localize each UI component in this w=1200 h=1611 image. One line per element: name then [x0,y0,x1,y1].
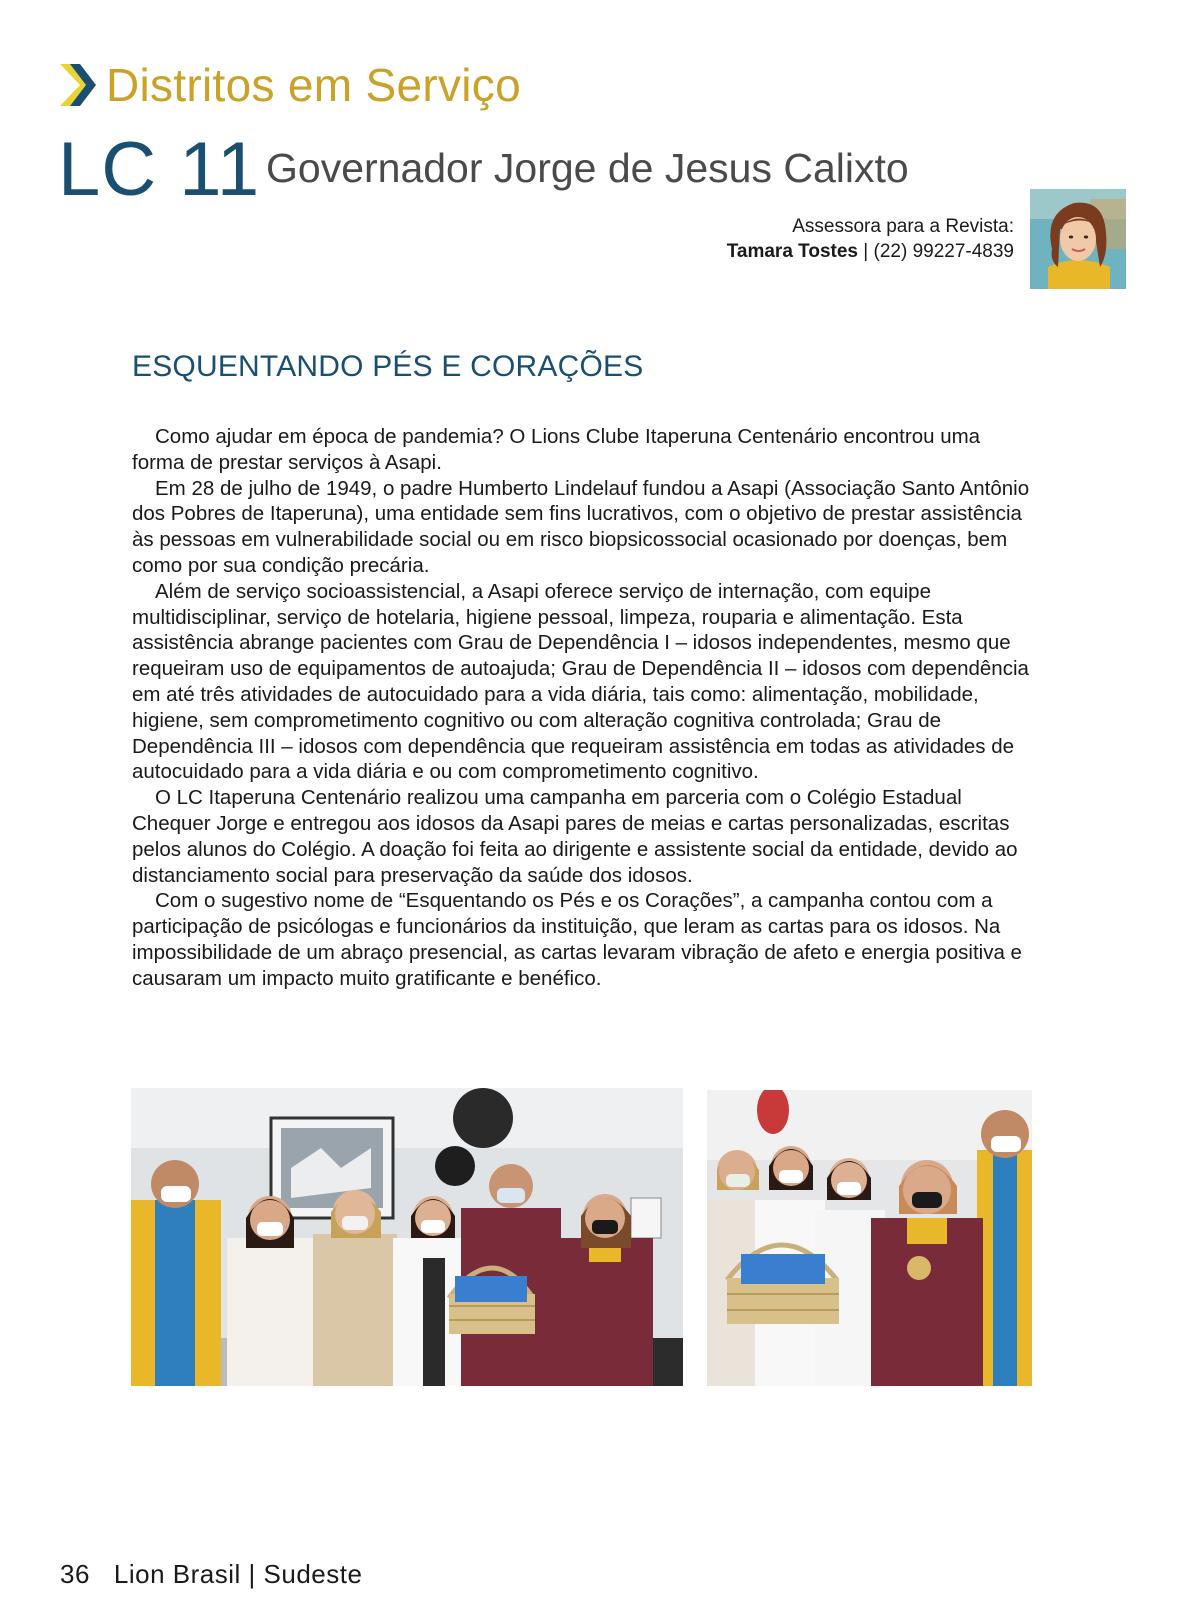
advisor-credit [727,214,1014,264]
section-title: Distritos em Serviço [106,59,521,111]
group-photo-clinic [131,1088,683,1386]
article-paragraph: Em 28 de julho de 1949, o padre Humberto Lindelauf fundou a Asapi (Associação Santo Antônio dos Pobres de Itaperuna), uma entidade sem fins lucrativos, com o objetivo de prestar assistência às pessoas em vulnerabilidade social ou em risco biopsicossocial ocasionado por doenças, bem como por sua condição precária. [132,476,1030,577]
governor-name: Governador Jorge de Jesus Calixto [266,145,909,191]
article-title: ESQUENTANDO PÉS E CORAÇÕES [132,350,644,383]
closeup-photo-illustration [707,1090,1032,1386]
article-paragraph: Além de serviço socioassistencial, a Asapi oferece serviço de internação, com equipe multidisciplinar, serviço de hotelaria, higiene pessoal, limpeza, rouparia e alimentação. Esta assistência abrange pacientes com Grau de Dependência I – idosos independentes, mesmo que requeiram uso de equipamentos de autoajuda; Grau de Dependência II – idosos com dependência em até três atividades de autocuidado para a vida diária, tais como: alimentação, mobilidade, higiene, sem comprometimento cognitivo ou com alteração cognitiva controlada; Grau de Dependência III – idosos com dependência que requeiram assistência em todas as atividades de autocuidado para a vida diária e ou com comprometimento cognitivo. [132,579,1029,784]
advisor-name: Tamara Tostes [726,241,858,262]
publication-name: Lion Brasil | Sudeste [113,1559,363,1589]
article-body [132,424,1032,992]
advisor-phone: (22) 99227-4839 [873,241,1014,262]
advisor-portrait-illustration [1030,189,1126,289]
article-paragraph: Como ajudar em época de pandemia? O Lions Clube Itaperuna Centenário encontrou uma forma de prestar serviços à Asapi. [132,425,981,474]
article-paragraph: O LC Itaperuna Centenário realizou uma campanha em parceria com o Colégio Estadual Chequer Jorge e entregou aos idosos da Asapi pares de meias e cartas personalizadas, escritas pelos alunos do Colégio. A doação foi feita ao dirigente e assistente social da entidade, devido ao distanciamento social para preservação da saúde dos idosos. [132,786,1018,887]
article-paragraph: Com o sugestivo nome de “Esquentando os Pés e os Corações”, a campanha contou com a participação de psicólogas e funcionários da instituição, que leram as cartas para os idosos. Na impossibilidade de um abraço presencial, as cartas levaram vibração de afeto e energia positiva e causaram um impacto muito gratificante e benéfico. [132,889,1022,990]
advisor-separator: | [858,241,874,262]
chevron-right-icon [58,62,98,108]
group-photo-illustration [131,1088,683,1386]
group-photo-closeup [707,1090,1032,1386]
district-code: LC 11 [58,127,261,212]
advisor-avatar [1030,189,1126,289]
page-footer [60,1559,362,1590]
page-number: 36 [60,1559,90,1589]
advisor-label: Assessora para a Revista: [792,216,1014,237]
advisor-contact [727,239,1014,264]
